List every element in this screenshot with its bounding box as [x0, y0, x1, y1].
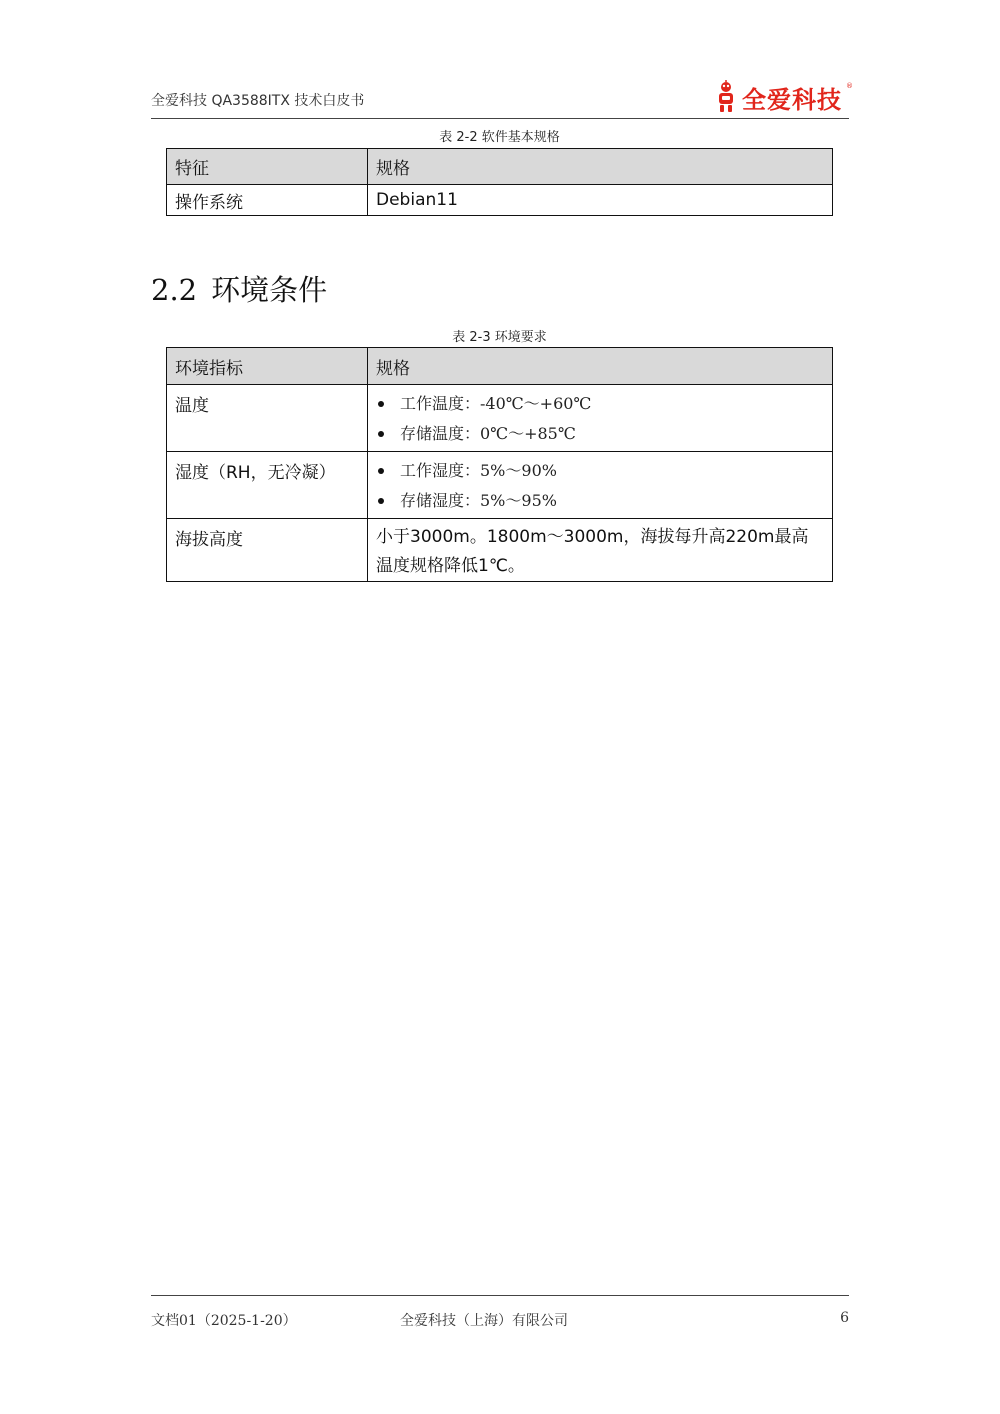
- header-cell-spec: 规格: [368, 348, 833, 385]
- header-cell-metric: 环境指标: [167, 348, 368, 385]
- header-cell-spec: 规格: [368, 149, 833, 185]
- table-header-row: [167, 149, 833, 185]
- list-item: 存储湿度：5%～95%: [376, 486, 824, 516]
- robot-mascot-icon: [714, 80, 738, 114]
- footer-doc-ref: 文档01（2025-1-20）: [151, 1313, 297, 1329]
- header-cell-feature: 特征: [167, 149, 368, 185]
- table-row: [167, 452, 833, 519]
- company-logo: [714, 80, 853, 114]
- section-number: 2.2: [151, 273, 198, 307]
- header-title: 全爱科技 QA3588ITX 技术白皮书: [151, 93, 365, 109]
- list-item: 工作湿度：5%～90%: [376, 456, 824, 486]
- table-row: [167, 519, 833, 582]
- row-label: 湿度（RH，无冷凝）: [167, 452, 368, 519]
- table-2-3-caption: 表 2-3 环境要求: [452, 330, 547, 345]
- row-value: Debian11: [368, 185, 833, 216]
- section-heading: [151, 268, 327, 309]
- row-value: [368, 385, 833, 452]
- list-item: 工作温度：-40℃～+60℃: [376, 389, 824, 419]
- footer-company: 全爱科技（上海）有限公司: [400, 1313, 568, 1329]
- row-label: 温度: [167, 385, 368, 452]
- header-divider: [151, 118, 849, 119]
- row-value: [368, 452, 833, 519]
- footer-divider: [151, 1295, 849, 1296]
- table-2-2-caption: 表 2-2 软件基本规格: [439, 130, 560, 145]
- section-title-text: 环境条件: [211, 273, 328, 307]
- software-spec-table: [166, 148, 833, 216]
- table-row: [167, 185, 833, 216]
- logo-text: 全爱科技: [742, 85, 842, 114]
- page-number: 6: [840, 1310, 849, 1326]
- row-label: 海拔高度: [167, 519, 368, 582]
- list-item: 存储温度：0℃～+85℃: [376, 419, 824, 449]
- table-header-row: [167, 348, 833, 385]
- registered-mark: ®: [846, 82, 853, 90]
- row-value: 小于3000m。1800m～3000m，海拔每升高220m最高温度规格降低1℃。: [368, 519, 833, 582]
- table-row: [167, 385, 833, 452]
- row-label: 操作系统: [167, 185, 368, 216]
- environment-table: [166, 347, 833, 582]
